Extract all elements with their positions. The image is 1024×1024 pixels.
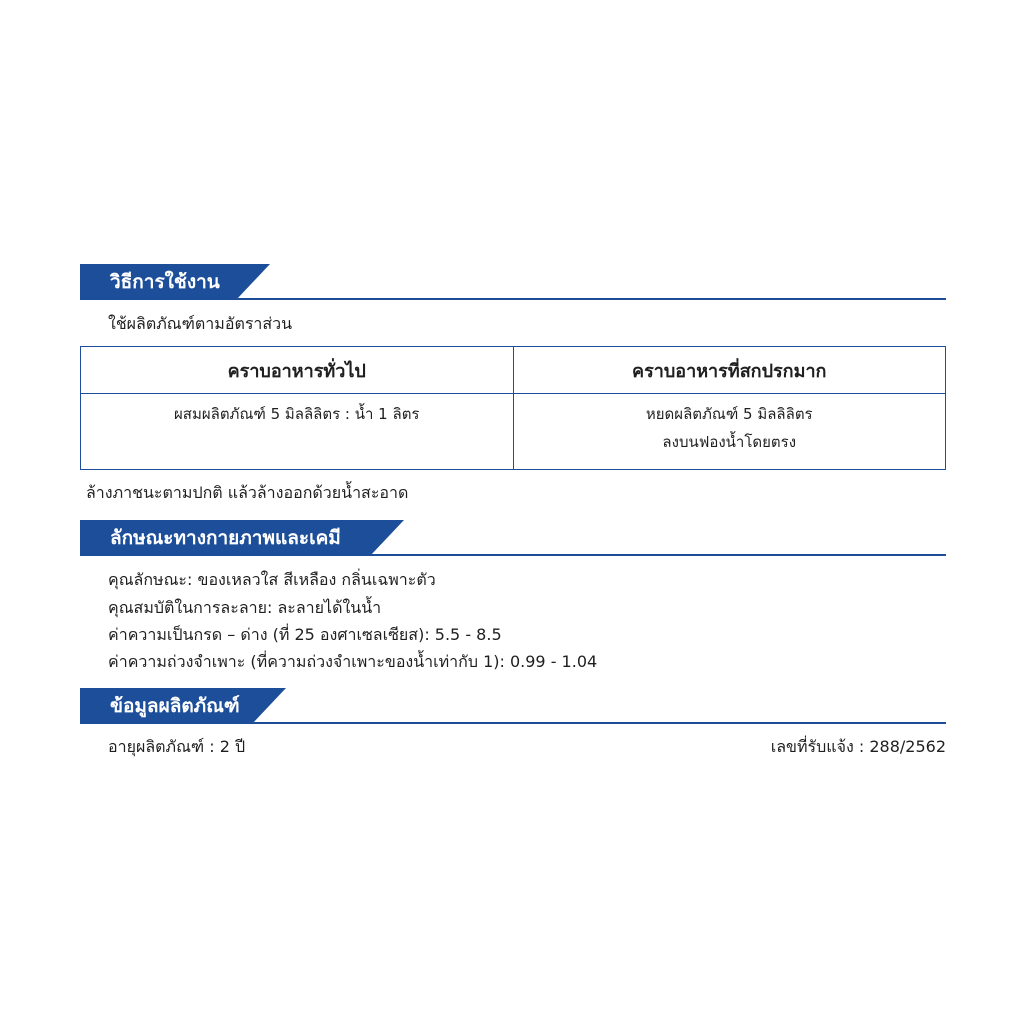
usage-note: ล้างภาชนะตามปกติ แล้วล้างออกด้วยน้ำสะอาด [86, 483, 409, 502]
property-line: ค่าความถ่วงจำเพาะ (ที่ความถ่วงจำเพาะของน้ำเท่ากับ 1): 0.99 - 1.04 [108, 652, 598, 671]
product-section-header [80, 688, 946, 724]
usage-intro: ใช้ผลิตภัณฑ์ตามอัตราส่วน [108, 314, 293, 333]
table-cell-general-line: ผสมผลิตภัณฑ์ 5 มิลลิลิตร : น้ำ 1 ลิตร [174, 405, 420, 423]
table-header-heavy: คราบอาหารที่สกปรกมาก [513, 347, 946, 394]
table-header-general: คราบอาหารทั่วไป [81, 347, 514, 394]
usage-section-rule [80, 298, 946, 300]
properties-section-rule [80, 554, 946, 556]
table-cell-heavy-line-1: หยดผลิตภัณฑ์ 5 มิลลิลิตร [645, 405, 813, 423]
product-section-title: ข้อมูลผลิตภัณฑ์ [80, 688, 252, 724]
table-cell-heavy-line-2: ลงบนฟองน้ำโดยตรง [662, 433, 797, 451]
usage-section-header [80, 264, 946, 300]
table-cell-general [81, 394, 514, 470]
shelf-life: อายุผลิตภัณฑ์ : 2 ปี [108, 737, 246, 756]
product-section-rule [80, 722, 946, 724]
usage-section-title: วิธีการใช้งาน [80, 264, 236, 300]
properties-section-header [80, 520, 946, 556]
table-row [81, 394, 946, 470]
table-header-row [81, 347, 946, 394]
table-cell-heavy [513, 394, 946, 470]
properties-section-title: ลักษณะทางกายภาพและเคมี [80, 520, 370, 556]
usage-ratio-table [80, 346, 946, 470]
registration-number: เลขที่รับแจ้ง : 288/2562 [770, 737, 946, 756]
property-line: คุณสมบัติในการละลาย: ละลายได้ในน้ำ [108, 598, 382, 617]
property-line: คุณลักษณะ: ของเหลวใส สีเหลือง กลิ่นเฉพาะตัว [108, 570, 436, 589]
property-line: ค่าความเป็นกรด – ด่าง (ที่ 25 องศาเซลเซียส): 5.5 - 8.5 [108, 625, 502, 644]
